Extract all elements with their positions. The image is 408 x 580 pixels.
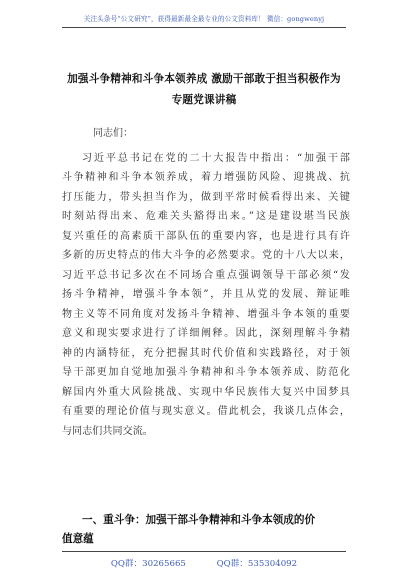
footer-divider: [62, 551, 346, 552]
paragraph-line: 斗争精神和斗争本领养成，着力增强防风险、迎挑战、抗: [62, 172, 350, 183]
footer-contact: [0, 557, 408, 569]
paragraph-line: 扬斗争精神，增强斗争本领”，并且从党的发展、辩证唯: [62, 289, 350, 300]
paragraph-line: 习近平总书记多次在不同场合重点强调领导干部必须“发: [62, 270, 350, 281]
paragraph-line: 时刻站得出来、危难关头豁得出来。”这是建设堪当民族: [62, 211, 350, 222]
paragraph-line: 复兴重任的高素质干部队伍的重要内容，也是进行具有许: [62, 231, 350, 242]
paragraph-line: 打压能力，带头担当作为，做到平常时候看得出来、关键: [62, 192, 350, 203]
document-title-line-1: 加强斗争精神和斗争本领养成 激励干部敢于担当积极作为: [67, 73, 341, 85]
paragraph-line: 习近平总书记在党的二十大报告中指出：“加强干部: [82, 153, 350, 164]
paragraph-line: 神的内涵特征，充分把握其时代价值和实践路径，对于领: [62, 348, 350, 359]
section-heading-line-1: 一、重斗争：加强干部斗争精神和斗争本领成的价: [82, 514, 316, 526]
paragraph-line: 导干部更加自觉地加强斗争精神和斗争本领养成、防范化: [62, 367, 350, 378]
document-title-line-2: 专题党课讲稿: [171, 94, 237, 106]
paragraph-line: 有重要的理论价值与现实意义。借此机会，我谈几点体会，: [62, 406, 350, 417]
header-promo-note: 关注头条号“公文研究”，获得最新最全最专业的公文资料库！ 微信：gongwenyj: [83, 15, 325, 23]
salutation: 同志们：: [93, 128, 133, 139]
footer-qq-group-2: QQ群：535304092: [216, 559, 298, 569]
paragraph-line: 意义和现实要求进行了详细阐释。因此，深刻理解斗争精: [62, 328, 350, 339]
paragraph-line: 物主义等不同角度对发扬斗争精神、增强斗争本领的重要: [62, 309, 350, 320]
paragraph-line: 与同志们共同交流。: [62, 426, 153, 437]
paragraph-line: 多新的历史特点的伟大斗争的必然要求。党的十八大以来，: [62, 250, 350, 261]
footer-qq-group-1: QQ群：30265665: [110, 559, 186, 569]
paragraph-line: 解国内外重大风险挑战、实现中华民族伟大复兴中国梦具: [62, 387, 350, 398]
section-heading-line-2: 值意蕴: [62, 533, 94, 545]
